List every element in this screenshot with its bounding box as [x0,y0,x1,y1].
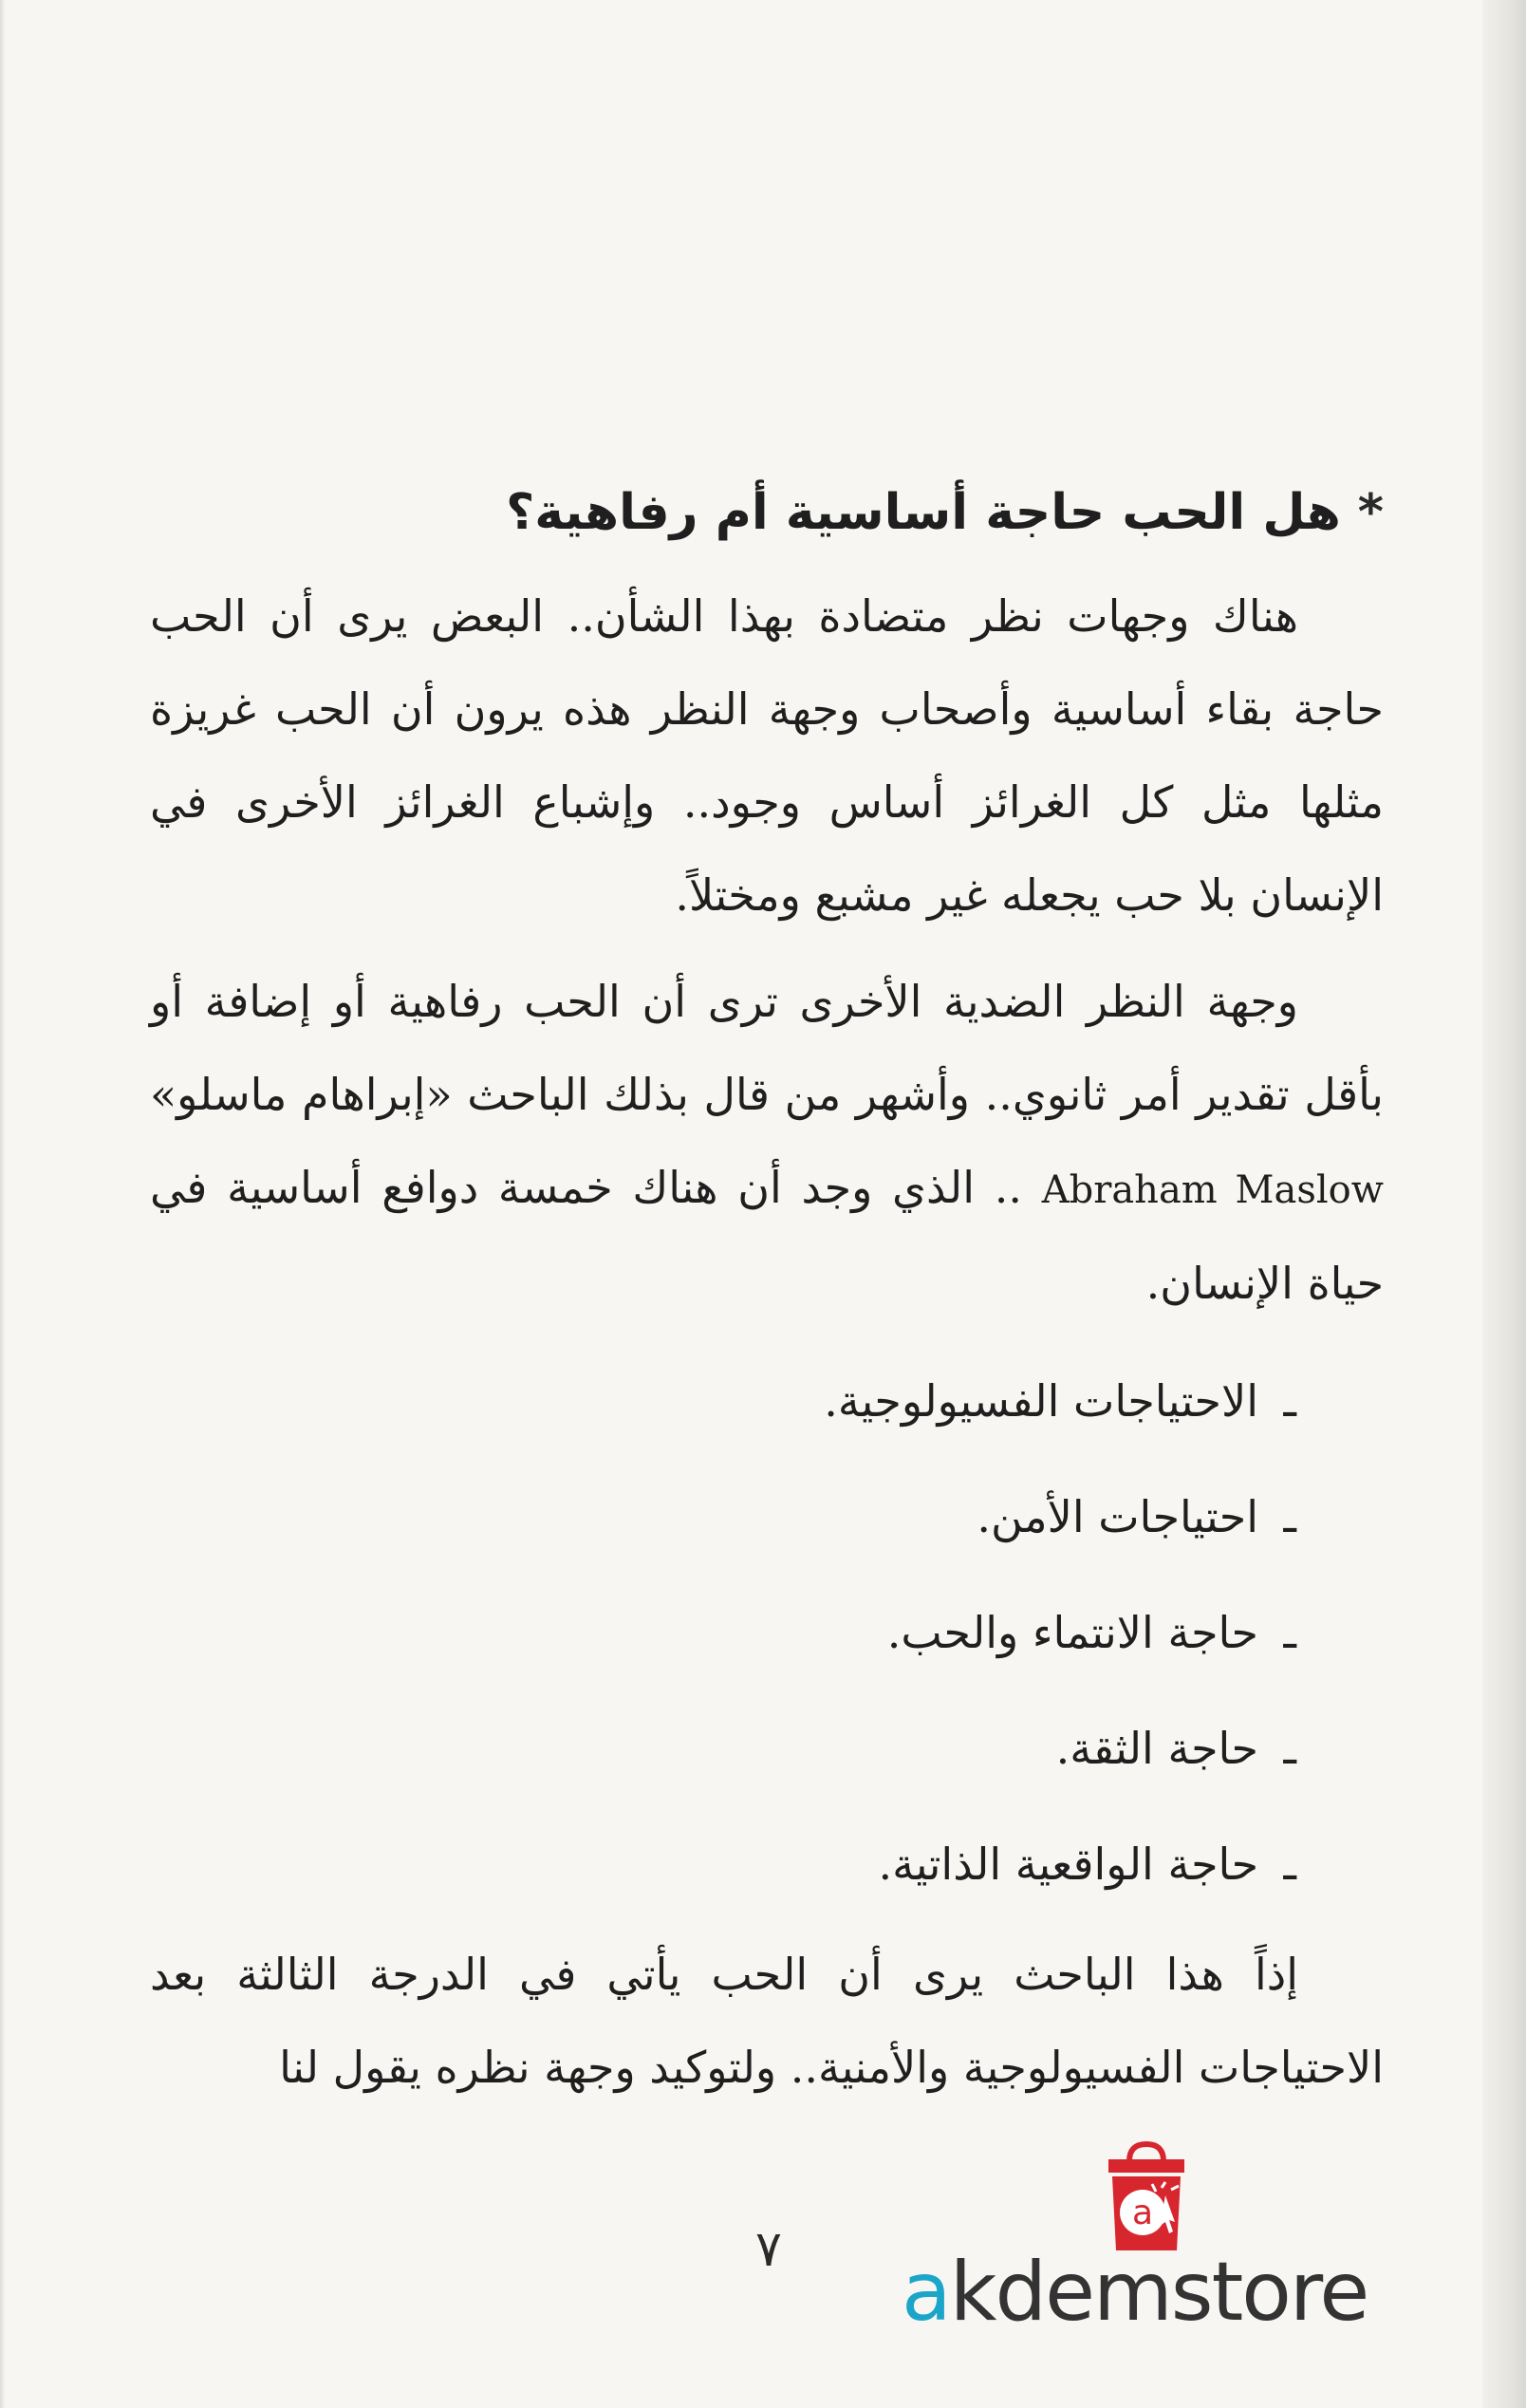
list-item [150,1343,1384,1459]
page-number: ٧ [755,2221,782,2278]
page-right-edge [1482,0,1526,2408]
page-left-edge [0,0,6,2408]
heading-star: * [1357,484,1384,541]
list-item-text: الاحتياجات الفسيولوجية. [824,1375,1258,1427]
list-item-text: حاجة الثقة. [1055,1723,1258,1774]
logo-wordmark-rest: kdemstore [949,2245,1368,2340]
list-item [150,1575,1384,1690]
maslow-latin-name: Abraham Maslow [1041,1168,1384,1212]
list-item [150,1690,1384,1806]
section-heading [150,475,1384,551]
paragraph-1: هناك وجهات نظر متضادة بهذا الشأن.. البعض يرى أن الحب حاجة بقاء أساسية وأصحاب وجهة النظر هذه يرون أن الحب غريزة مثلها مثل كل الغرائز أساس وجود.. وإشباع الغرائز الأخرى في الإنسان بلا حب يجعله غير مشبع ومختلاً. [150,590,1384,921]
paragraph-2 [150,955,1384,1330]
list-item-text: احتياجات الأمن. [977,1491,1258,1542]
shopping-bag-icon [1099,2140,1194,2254]
page-content [150,475,1384,2127]
akdemstore-logo [902,2140,1405,2359]
list-dash: ـ [1283,1607,1296,1658]
paragraph-3: إذاً هذا الباحث يرى أن الحب يأتي في الدرجة الثالثة بعد الاحتياجات الفسيولوجية والأمنية.. ولتوكيد وجهة نظره يقول لنا [150,1949,1384,2093]
list-dash: ـ [1283,1375,1296,1427]
paragraph-2-text-b: .. الذي وجد أن هناك خمسة دوافع أساسية في حياة الإنسان. [150,1162,1384,1309]
list-dash: ـ [1283,1491,1296,1542]
list-item [150,1806,1384,1922]
heading-text: هل الحب حاجة أساسية أم رفاهية؟ [506,484,1341,541]
logo-wordmark [902,2245,1368,2340]
paragraph-2-text-a: وجهة النظر الضدية الأخرى ترى أن الحب رفاهية أو إضافة أو بأقل تقدير أمر ثانوي.. وأشهر من قال بذلك الباحث «إبراهام ماسلو» [150,976,1384,1120]
list-item-text: حاجة الانتماء والحب. [886,1607,1258,1658]
logo-letter-a: a [902,2245,950,2340]
list-dash: ـ [1283,1723,1296,1774]
list-dash: ـ [1283,1839,1296,1890]
logo-icon-letter: a [1131,2193,1154,2232]
list-item-text: حاجة الواقعية الذاتية. [878,1839,1258,1890]
list-item [150,1459,1384,1575]
needs-list [150,1343,1384,1922]
